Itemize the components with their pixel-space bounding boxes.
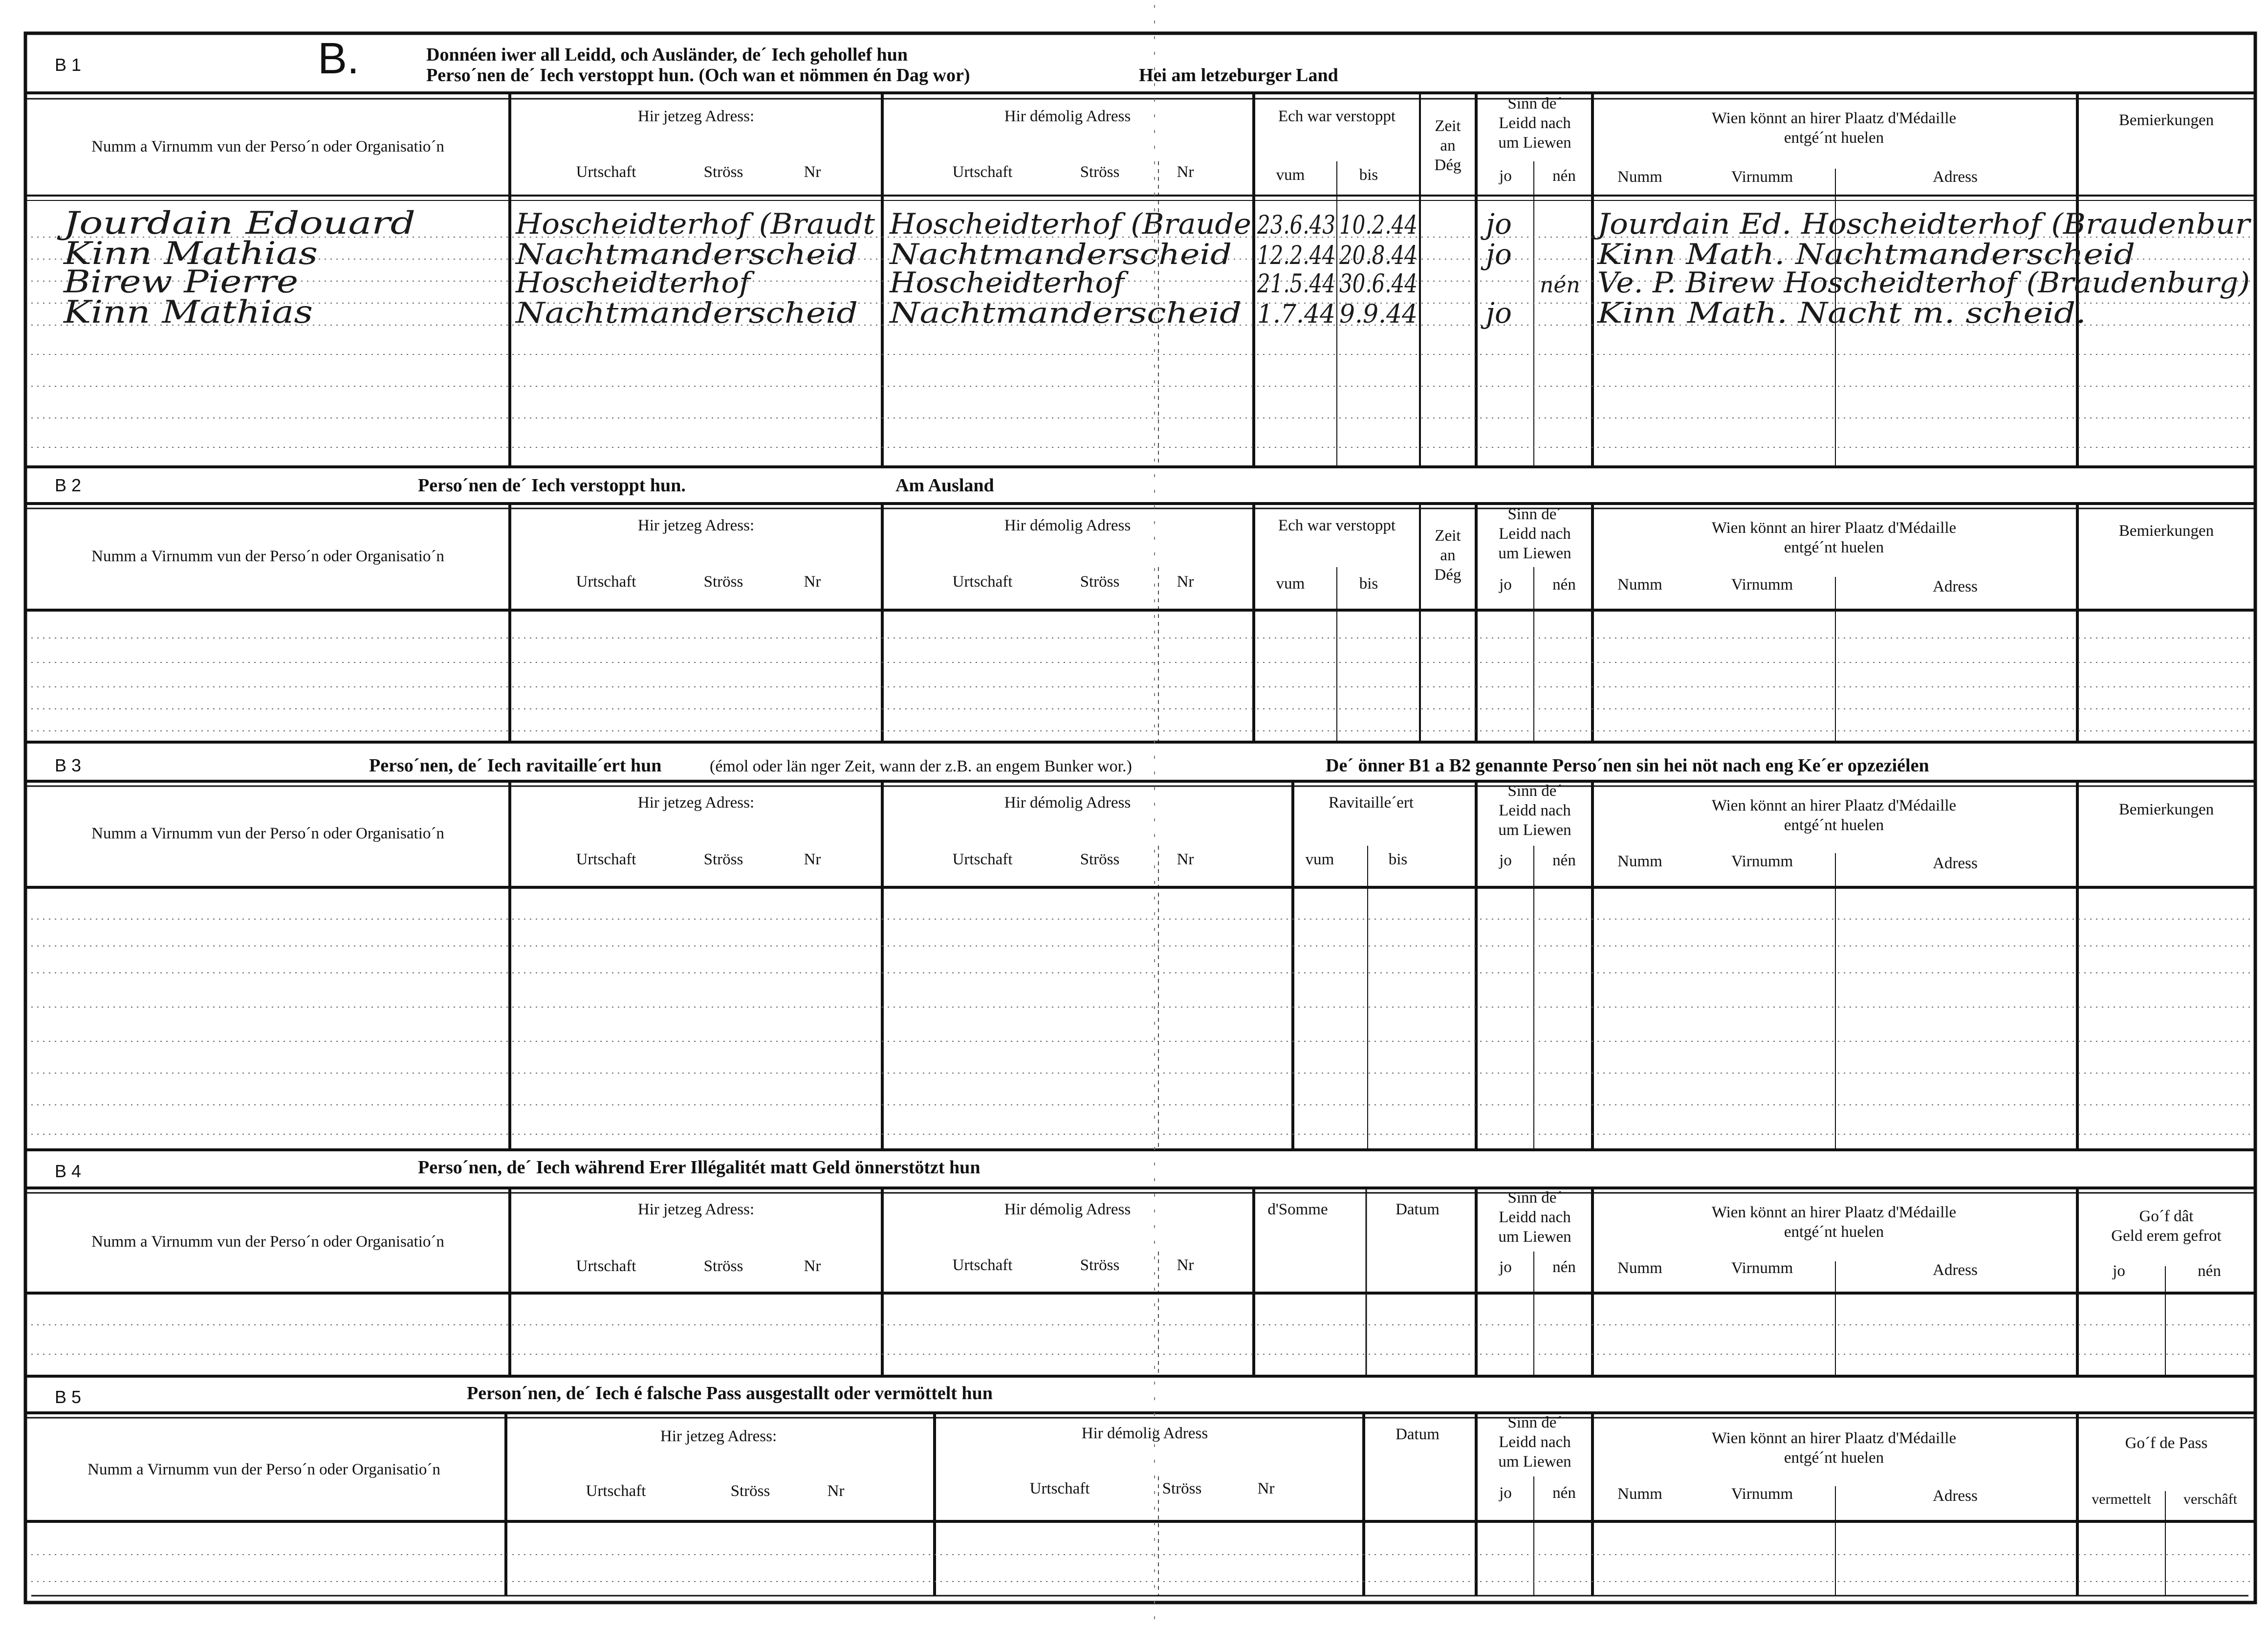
b4-current-nr: Nr [804, 1257, 821, 1275]
b1-yes-header: jo [1499, 167, 1512, 185]
row1-name: Jourdain Edouard [57, 205, 415, 242]
row4-former: Nachtmanderscheid [888, 296, 1242, 330]
row2-former: Nachtmanderscheid [888, 238, 1232, 271]
b1-medal-address: Adress [1933, 168, 1978, 186]
b4-current-address-header: Hir jetzeg Adress: [637, 1201, 755, 1218]
section-b2 [25, 475, 2255, 742]
row3-medal: Ve. P. Birew Hoscheidterhof (Braudenburg) [1597, 266, 2250, 299]
b2-medal-1: Wien könnt an hirer Plaatz d'Médaille [1711, 519, 1957, 537]
b3-former-nr: Nr [1177, 851, 1194, 868]
b1-former-nr: Nr [1177, 163, 1194, 181]
b1-alive-1: Sinn de´ [1507, 95, 1562, 112]
section-b1 [25, 34, 2255, 467]
b5-ruled-lines [31, 1555, 2250, 1582]
b1-remarks: Bemierkungen [2118, 111, 2214, 129]
b3-remarks: Bemierkungen [2118, 801, 2214, 818]
b5-alive-3: um Liewen [1498, 1453, 1571, 1471]
b5-label: B 5 [55, 1387, 82, 1407]
b2-current-town: Urtschaft [576, 573, 636, 591]
b3-medal-address: Adress [1933, 855, 1978, 872]
b2-current-street: Ströss [703, 573, 743, 591]
b5-alive-1: Sinn de´ [1507, 1414, 1562, 1431]
b2-hidden-header: Ech war verstoppt [1278, 517, 1396, 534]
b4-ruled-lines [31, 1325, 2250, 1354]
b3-current-nr: Nr [804, 851, 821, 868]
b3-former-address-header: Hir démolig Adress [1004, 794, 1131, 812]
b2-yes-header: jo [1499, 576, 1512, 593]
b2-ruled-lines [31, 638, 2250, 731]
b1-medal-1: Wien könnt an hirer Plaatz d'Médaille [1711, 110, 1957, 127]
b1-title-line1: Donnéen iwer all Leidd, och Ausländer, de´ Iech gehollef hun [426, 44, 908, 65]
b3-current-street: Ströss [703, 851, 743, 868]
row4-alive: jo [1486, 296, 1512, 330]
b5-medal-name: Numm [1617, 1485, 1662, 1503]
b4-former-town: Urtschaft [952, 1256, 1013, 1274]
b5-mediated: vermettelt [2092, 1491, 2151, 1507]
b2-to-header: bis [1359, 575, 1378, 593]
row2-to: 20.8.44 [1339, 241, 1418, 270]
b2-time-days-3: Dég [1434, 566, 1461, 584]
b4-label: B 4 [55, 1161, 82, 1181]
b5-name-header: Numm a Virnumm vun der Perso´n oder Organisatio´n [87, 1461, 440, 1478]
b5-medal-1: Wien könnt an hirer Plaatz d'Médaille [1711, 1429, 1957, 1447]
b4-yes: jo [2113, 1262, 2125, 1280]
b2-no-header: nén [1552, 576, 1576, 593]
row2-current: Nachtmanderscheid [514, 238, 858, 271]
row2-medal: Kinn Math. Nachtmanderscheid [1596, 238, 2135, 271]
b3-yes-header: jo [1499, 852, 1512, 869]
row3-former: Hoscheidterhof [889, 266, 1130, 299]
b1-time-days-2: an [1440, 137, 1456, 154]
b1-label: B 1 [55, 55, 82, 75]
b5-procured: verschâft [2183, 1491, 2237, 1507]
section-b5 [25, 1383, 2255, 1596]
row1-alive: jo [1486, 207, 1512, 241]
row3-from: 21.5.44 [1257, 269, 1335, 299]
b4-money-back-2: Geld erem gefrot [2111, 1227, 2222, 1245]
row3-current: Hoscheidterhof [515, 266, 756, 299]
b1-current-nr: Nr [804, 163, 821, 181]
b3-current-address-header: Hir jetzeg Adress: [637, 794, 755, 812]
b2-medal-address: Adress [1933, 578, 1978, 595]
row2-alive: jo [1486, 238, 1512, 271]
b3-no-header: nén [1552, 852, 1576, 869]
b3-alive-2: Leidd nach [1499, 802, 1571, 819]
b1-medal-name: Numm [1617, 168, 1662, 186]
b1-former-address-header: Hir démolig Adress [1004, 108, 1131, 125]
b2-from-header: vum [1276, 575, 1305, 593]
b5-no-header: nén [1552, 1484, 1576, 1502]
b1-letter: B. [318, 34, 360, 83]
b5-title: Person´nen, de´ Iech é falsche Pass ausgestallt oder vermöttelt hun [467, 1383, 993, 1404]
b2-former-address-header: Hir démolig Adress [1004, 517, 1131, 534]
row1-medal: Jourdain Ed. Hoscheidterhof (Braudenbur [1592, 207, 2252, 241]
b5-medal-2: entgé´nt huelen [1784, 1449, 1884, 1467]
b3-alive-3: um Liewen [1498, 821, 1571, 839]
b5-former-town: Urtschaft [1029, 1480, 1090, 1497]
b5-former-address-header: Hir démolig Adress [1081, 1425, 1208, 1442]
b1-title-tail: Hei am letzeburger Land [1139, 65, 1338, 86]
b1-time-days-1: Zeit [1435, 117, 1461, 135]
row2-from: 12.2.44 [1257, 241, 1335, 270]
b1-former-street: Ströss [1080, 163, 1120, 181]
b4-medal-1: Wien könnt an hirer Plaatz d'Médaille [1711, 1204, 1957, 1221]
row4-medal: Kinn Math. Nacht m. scheid. [1596, 296, 2086, 330]
b2-remarks: Bemierkungen [2118, 522, 2214, 540]
b1-alive-2: Leidd nach [1499, 114, 1571, 132]
b4-current-street: Ströss [703, 1257, 743, 1275]
b4-former-nr: Nr [1177, 1256, 1194, 1274]
b3-alive-1: Sinn de´ [1507, 782, 1562, 800]
b5-current-nr: Nr [827, 1482, 845, 1500]
b5-current-street: Ströss [730, 1482, 770, 1500]
b1-from-header: vum [1276, 166, 1305, 184]
b2-alive-2: Leidd nach [1499, 525, 1571, 543]
b5-current-address-header: Hir jetzeg Adress: [660, 1428, 777, 1445]
b2-label: B 2 [55, 475, 82, 495]
b4-sum-header: d'Somme [1267, 1201, 1328, 1218]
row4-from: 1.7.44 [1257, 300, 1335, 329]
row1-to: 10.2.44 [1339, 211, 1418, 240]
b3-medal-1: Wien könnt an hirer Plaatz d'Médaille [1711, 797, 1957, 814]
b2-current-nr: Nr [804, 573, 821, 591]
section-b3 [25, 755, 2255, 1150]
b3-former-street: Ströss [1080, 851, 1120, 868]
b2-medal-first: Virnumm [1731, 576, 1793, 593]
b1-no-header: nén [1552, 167, 1576, 185]
b4-alive-1: Sinn de´ [1507, 1189, 1562, 1207]
b1-medal-2: entgé´nt huelen [1784, 129, 1884, 147]
b5-medal-first: Virnumm [1731, 1485, 1793, 1503]
b3-from-header: vum [1305, 851, 1334, 868]
b2-alive-1: Sinn de´ [1507, 505, 1562, 523]
row1-from: 23.6.43 [1257, 211, 1335, 240]
b4-former-address-header: Hir démolig Adress [1004, 1201, 1131, 1218]
b4-money-back-1: Go´f dât [2139, 1208, 2194, 1225]
b4-yes-header: jo [1499, 1258, 1512, 1276]
b4-title: Perso´nen, de´ Iech während Erer Illégalitét matt Geld önnerstötzt hun [418, 1157, 981, 1178]
b1-medal-first: Virnumm [1731, 168, 1793, 186]
b5-yes-header: jo [1499, 1484, 1512, 1502]
b1-title-line2: Perso´nen de´ Iech verstoppt hun. (Och wan et nömmen én Dag wor) [426, 65, 970, 86]
b3-medal-2: entgé´nt huelen [1784, 816, 1884, 834]
b4-alive-2: Leidd nach [1499, 1209, 1571, 1226]
b3-former-town: Urtschaft [952, 851, 1013, 868]
b1-current-town: Urtschaft [576, 163, 636, 181]
row3-alive: nén [1540, 273, 1580, 298]
b5-alive-2: Leidd nach [1499, 1433, 1571, 1451]
b2-title-tail: Am Ausland [895, 475, 994, 496]
b4-no-header: nén [1552, 1258, 1576, 1276]
b3-medal-name: Numm [1617, 853, 1662, 870]
b2-former-town: Urtschaft [952, 573, 1013, 591]
b1-alive-3: um Liewen [1498, 134, 1571, 152]
b1-name-header: Numm a Virnumm vun der Perso´n oder Organisatio´n [91, 138, 444, 155]
b2-time-days-2: an [1440, 547, 1456, 564]
b3-title: Perso´nen, de´ Iech ravitaille´ert hun [369, 755, 662, 776]
section-b4 [25, 1157, 2255, 1376]
b2-medal-name: Numm [1617, 576, 1662, 593]
b5-current-town: Urtschaft [586, 1482, 646, 1500]
b3-ruled-lines [31, 919, 2250, 1134]
b4-former-street: Ströss [1080, 1256, 1120, 1274]
b3-medal-first: Virnumm [1731, 853, 1793, 870]
b1-current-address-header: Hir jetzeg Adress: [637, 108, 755, 125]
b4-name-header: Numm a Virnumm vun der Perso´n oder Organisatio´n [91, 1233, 444, 1251]
b1-current-street: Ströss [703, 163, 743, 181]
b1-to-header: bis [1359, 166, 1378, 184]
row4-current: Nachtmanderscheid [514, 296, 858, 330]
row3-to: 30.6.44 [1339, 269, 1418, 299]
row3-name: Birew Pierre [63, 264, 298, 300]
b3-title-paren: (émol oder län nger Zeit, wann der z.B. an engem Bunker wor.) [710, 757, 1132, 775]
b4-medal-name: Numm [1617, 1259, 1662, 1277]
b3-title-tail: De´ önner B1 a B2 genannte Perso´nen sin hei nöt nach eng Ke´er opzeziélen [1326, 755, 1929, 776]
b3-current-town: Urtschaft [576, 851, 636, 868]
b2-current-address-header: Hir jetzeg Adress: [637, 517, 755, 534]
b4-current-town: Urtschaft [576, 1257, 636, 1275]
b4-medal-2: entgé´nt huelen [1784, 1223, 1884, 1241]
b5-former-nr: Nr [1257, 1480, 1275, 1497]
b4-medal-address: Adress [1933, 1261, 1978, 1279]
b5-date-header: Datum [1396, 1426, 1439, 1443]
b5-pass-header: Go´f de Pass [2125, 1434, 2208, 1452]
row4-to: 9.9.44 [1339, 300, 1418, 329]
b1-time-days-3: Dég [1434, 156, 1461, 174]
b5-former-street: Ströss [1162, 1480, 1202, 1497]
b3-supplied-header: Ravitaille´ert [1328, 794, 1414, 812]
row2-name: Kinn Mathias [63, 236, 318, 272]
b2-time-days-1: Zeit [1435, 527, 1461, 545]
b2-title: Perso´nen de´ Iech verstoppt hun. [418, 475, 686, 496]
b4-alive-3: um Liewen [1498, 1228, 1571, 1246]
b3-label: B 3 [55, 755, 82, 775]
b2-former-nr: Nr [1177, 573, 1194, 591]
b3-name-header: Numm a Virnumm vun der Perso´n oder Organisatio´n [91, 825, 444, 842]
b4-date-header: Datum [1396, 1201, 1439, 1218]
b2-alive-3: um Liewen [1498, 545, 1571, 562]
b1-hidden-header: Ech war verstoppt [1278, 108, 1396, 125]
b4-no: nén [2198, 1262, 2221, 1280]
b1-former-town: Urtschaft [952, 163, 1013, 181]
row1-former: Hoscheidterhof (Braude [889, 207, 1251, 241]
b5-medal-address: Adress [1933, 1487, 1978, 1505]
row1-current: Hoscheidterhof (Braudt [515, 207, 875, 241]
b4-medal-first: Virnumm [1731, 1259, 1793, 1277]
b2-medal-2: entgé´nt huelen [1784, 539, 1884, 556]
b3-to-header: bis [1388, 851, 1408, 868]
b2-former-street: Ströss [1080, 573, 1120, 591]
b2-name-header: Numm a Virnumm vun der Perso´n oder Organisatio´n [91, 548, 444, 565]
row4-name: Kinn Mathias [63, 294, 313, 330]
